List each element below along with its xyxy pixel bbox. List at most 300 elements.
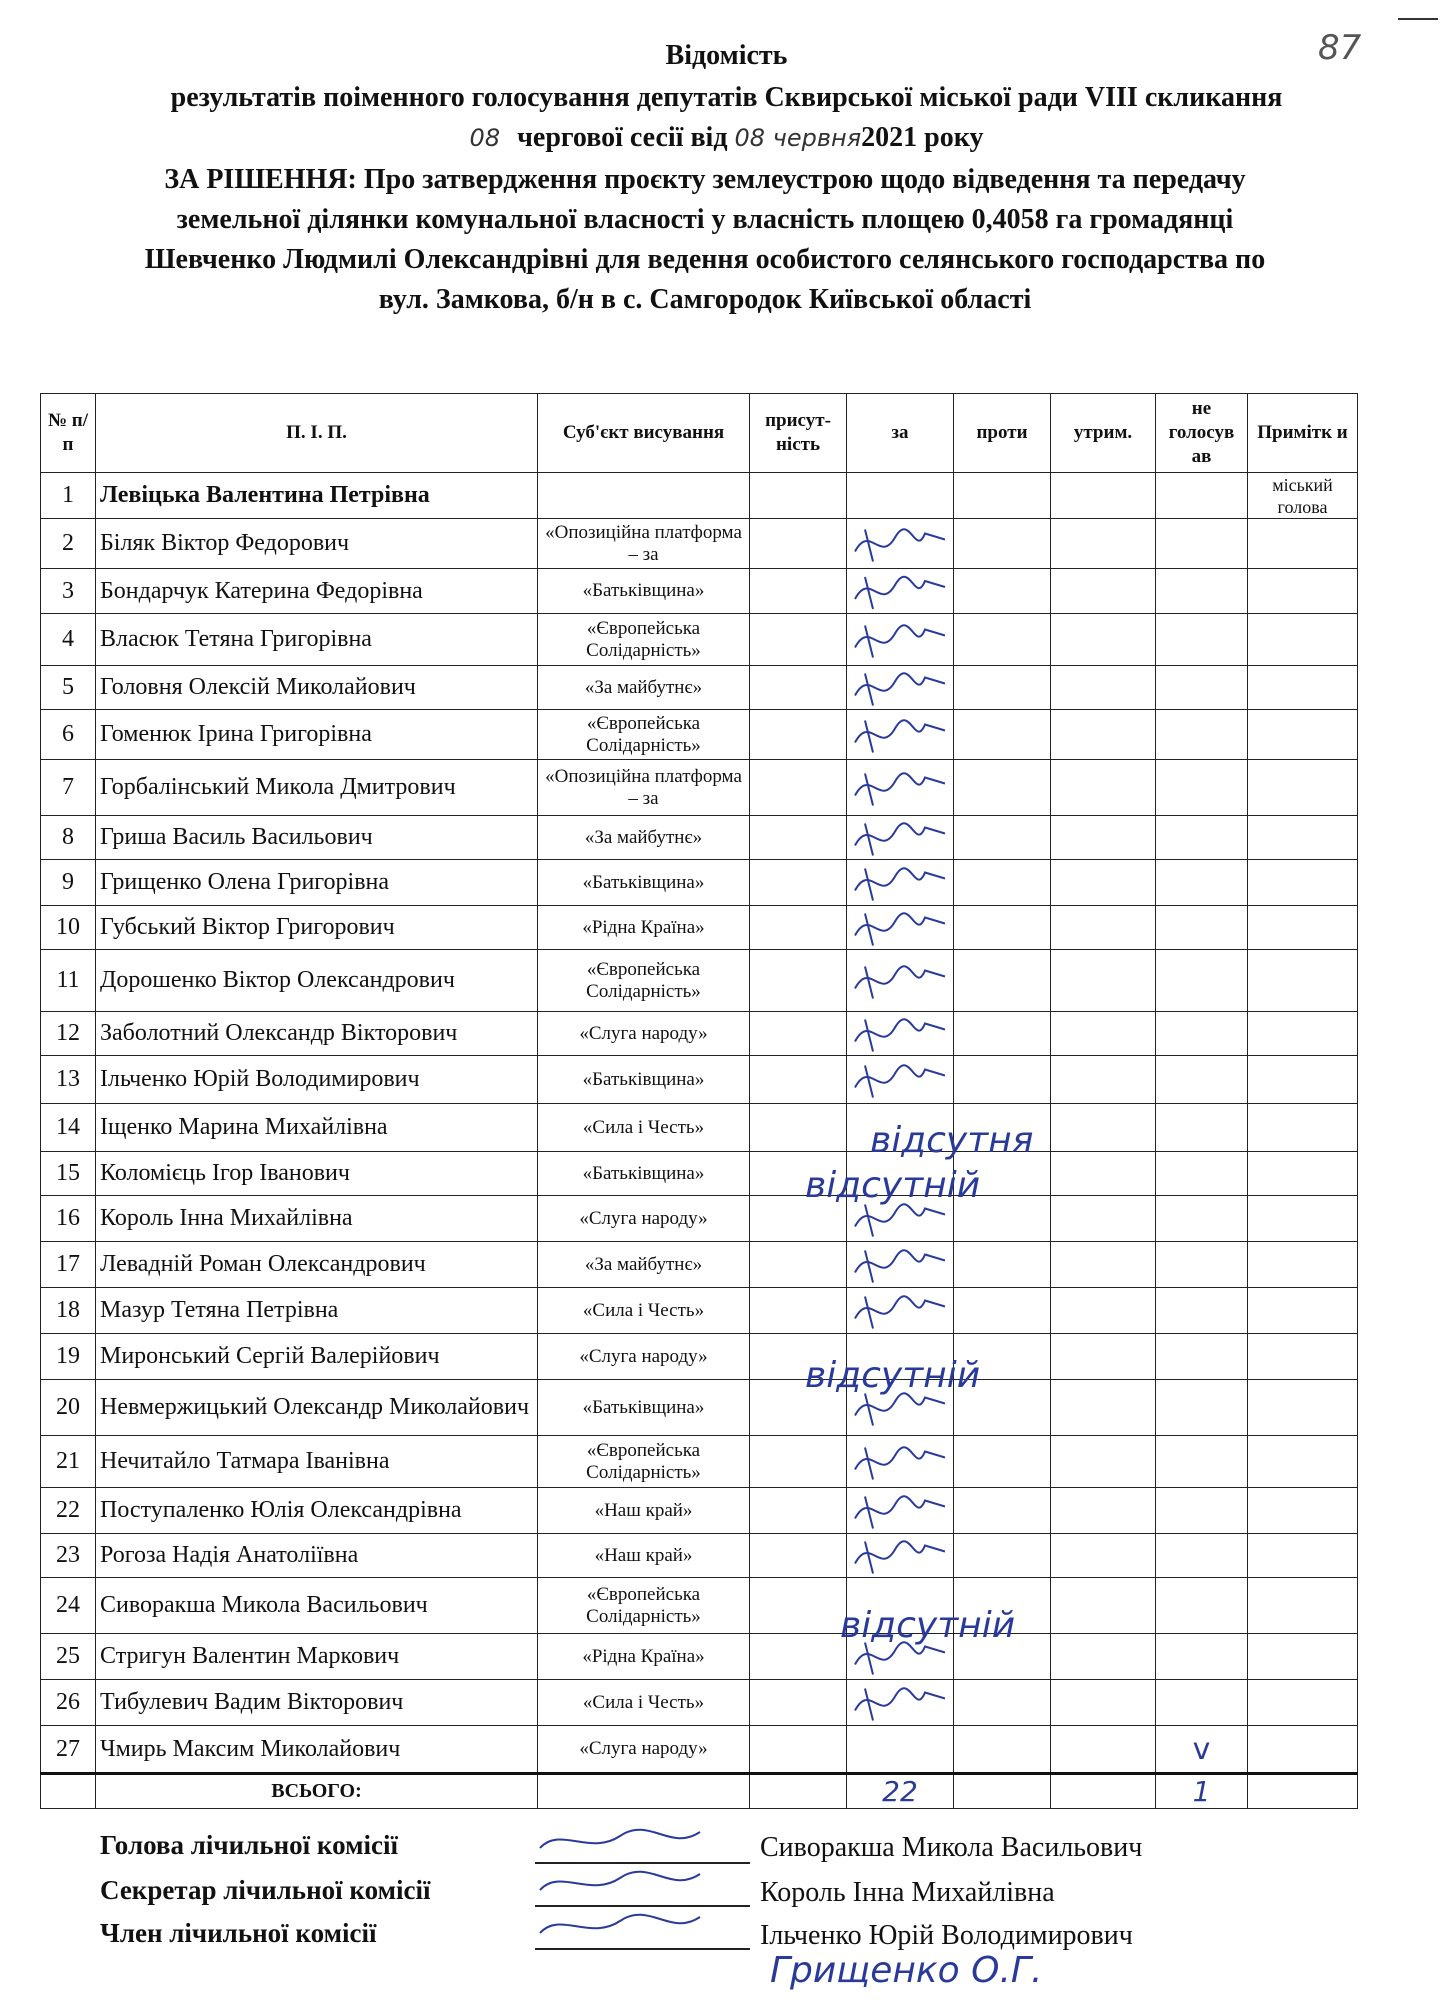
table-row [41,860,1358,906]
against-cell [954,760,1051,816]
table-row [41,710,1358,760]
doc-title: Відомість [665,40,788,71]
abstain-cell [1051,816,1156,860]
commission-secretary-name: Король Інна Михайлівна [760,1877,1055,1908]
note-cell [1248,1578,1358,1634]
table-row [41,760,1358,816]
present-cell [750,860,847,906]
party-name: «За майбутнє» [538,666,750,710]
abstain-cell [1051,1726,1156,1774]
party-name: «За майбутнє» [538,816,750,860]
against-cell [954,1488,1051,1534]
not-voted-cell [1156,760,1248,816]
table-row [41,1104,1358,1152]
for-cell [847,1534,954,1578]
against-cell [954,519,1051,569]
abstain-cell [1051,1488,1156,1534]
deputy-name: Іщенко Марина Михайлівна [96,1104,538,1152]
party-name: «Слуга народу» [538,1726,750,1774]
deputy-name: Гоменюк Ірина Григорівна [96,710,538,760]
present-cell [750,1104,847,1152]
deputy-name: Тибулевич Вадим Вікторович [96,1680,538,1726]
table-row [41,1726,1358,1774]
note-cell [1248,860,1358,906]
deputy-name: Коломієць Ігор Іванович [96,1152,538,1196]
row-number: 19 [41,1334,96,1380]
abstain-cell [1051,1152,1156,1196]
for-cell [847,1288,954,1334]
row-number: 11 [41,950,96,1012]
header-abstain: утрим. [1051,394,1156,473]
for-cell [847,950,954,1012]
party-name: «Сила і Честь» [538,1104,750,1152]
party-name: «Слуга народу» [538,1196,750,1242]
commission-member-label: Член лічильної комісії [100,1918,377,1948]
abstain-cell [1051,1196,1156,1242]
for-cell [847,614,954,666]
header-name: П. І. П. [96,394,538,473]
against-cell [954,860,1051,906]
row-number: 9 [41,860,96,906]
decision-line: вул. Замкова, б/н в с. Самгородок Київської області [378,284,1032,315]
not-voted-mark: v [1156,1726,1248,1774]
against-cell [954,1012,1051,1056]
table-row [41,1288,1358,1334]
note-cell [1248,816,1358,860]
note-cell [1248,614,1358,666]
row-number: 23 [41,1534,96,1578]
for-cell [847,860,954,906]
note-cell [1248,1534,1358,1578]
deputy-name: Ільченко Юрій Володимирович [96,1056,538,1104]
party-name: «Батьківщина» [538,1152,750,1196]
row-number: 4 [41,614,96,666]
abstain-cell [1051,710,1156,760]
deputy-name: Горбалінський Микола Дмитрович [96,760,538,816]
for-cell [847,710,954,760]
note-cell [1248,1196,1358,1242]
against-cell [954,816,1051,860]
note-cell [1248,1380,1358,1436]
table-row [41,569,1358,614]
not-voted-cell [1156,1196,1248,1242]
note-cell [1248,1104,1358,1152]
note-cell [1248,906,1358,950]
row-number: 2 [41,519,96,569]
present-cell [750,950,847,1012]
row-number: 22 [41,1488,96,1534]
not-voted-cell [1156,950,1248,1012]
for-cell [847,1056,954,1104]
abstain-cell [1051,1436,1156,1488]
party-name: «За майбутнє» [538,1242,750,1288]
page-number: 87 [1318,28,1362,68]
not-voted-cell [1156,1288,1248,1334]
total-empty [1051,1774,1156,1809]
corner-mark [1398,18,1438,20]
party-name: «Наш край» [538,1488,750,1534]
for-cell [847,816,954,860]
row-number: 27 [41,1726,96,1774]
table-row [41,1012,1358,1056]
for-cell [847,1726,954,1774]
deputy-name: Поступаленко Юлія Олександрівна [96,1488,538,1534]
table-row [41,1196,1358,1242]
against-cell [954,906,1051,950]
doc-subtitle: результатів поіменного голосування депутатів Сквирської міської ради VIII скликання [170,82,1283,113]
party-name: «Наш край» [538,1534,750,1578]
commission-signature-scribble [540,1830,700,1848]
note-cell [1248,950,1358,1012]
header-not-voted: не голосув ав [1156,394,1248,473]
deputy-name: Рогоза Надія Анатоліївна [96,1534,538,1578]
commission-head-label: Голова лічильної комісії [100,1830,398,1860]
header-party: Суб'єкт висування [538,394,750,473]
present-cell [750,816,847,860]
against-cell [954,710,1051,760]
absent-mark-19: відсутній [805,1355,981,1396]
party-name: «Європейська Солідарність» [538,950,750,1012]
not-voted-cell [1156,519,1248,569]
abstain-cell [1051,519,1156,569]
row-number: 12 [41,1012,96,1056]
not-voted-cell [1156,1634,1248,1680]
deputy-name: Бондарчук Катерина Федорівна [96,569,538,614]
party-name: «Батьківщина» [538,1056,750,1104]
signature-line [535,1862,750,1864]
not-voted-cell [1156,1436,1248,1488]
total-empty [41,1774,96,1809]
deputy-name: Мазур Тетяна Петрівна [96,1288,538,1334]
decision-text [60,160,1350,320]
party-name: «Європейська Солідарність» [538,614,750,666]
present-cell [750,1288,847,1334]
abstain-cell [1051,1288,1156,1334]
total-label: ВСЬОГО: [96,1774,538,1809]
abstain-cell [1051,1104,1156,1152]
row-number: 10 [41,906,96,950]
deputy-name: Гриша Василь Васильович [96,816,538,860]
party-name: «Батьківщина» [538,1380,750,1436]
deputy-name: Заболотний Олександр Вікторович [96,1012,538,1056]
deputy-name: Невмержицький Олександр Миколайович [96,1380,538,1436]
row-number: 24 [41,1578,96,1634]
note-cell [1248,1056,1358,1104]
note-cell [1248,1012,1358,1056]
decision-line: ЗА РІШЕННЯ: Про затвердження проєкту землеустрою щодо відведення та передачу [164,164,1246,195]
present-cell [750,1634,847,1680]
deputy-name: Чмирь Максим Миколайович [96,1726,538,1774]
note-cell [1248,1334,1358,1380]
party-name: «Слуга народу» [538,1012,750,1056]
session-number: 08 [469,124,501,152]
party-name: «Опозиційна платформа – за [538,519,750,569]
not-voted-cell [1156,614,1248,666]
row-number: 1 [41,473,96,519]
header-num: № п/п [41,394,96,473]
deputy-name: Король Інна Михайлівна [96,1196,538,1242]
table-row [41,473,1358,519]
note-cell [1248,1288,1358,1334]
deputy-name: Біляк Віктор Федорович [96,519,538,569]
table-row [41,519,1358,569]
commission-signature-scribble [540,1872,700,1890]
header-note: Примітк и [1248,394,1358,473]
for-cell [847,1012,954,1056]
row-number: 21 [41,1436,96,1488]
not-voted-cell [1156,1334,1248,1380]
session-line [40,122,1413,154]
present-cell [750,614,847,666]
deputy-name: Сиворакша Микола Васильович [96,1578,538,1634]
table-row [41,614,1358,666]
row-number: 16 [41,1196,96,1242]
party-name: «Європейська Солідарність» [538,710,750,760]
present-cell [750,1242,847,1288]
against-cell [954,1436,1051,1488]
absent-mark-14: відсутня [870,1120,1034,1161]
party-name: «Опозиційна платформа – за [538,760,750,816]
against-cell [954,1534,1051,1578]
deputy-name: Миронський Сергій Валерійович [96,1334,538,1380]
table-row [41,1578,1358,1634]
abstain-cell [1051,906,1156,950]
not-voted-cell [1156,1242,1248,1288]
deputy-name: Власюк Тетяна Григорівна [96,614,538,666]
total-empty [538,1774,750,1809]
party-name: «Слуга народу» [538,1334,750,1380]
note-cell [1248,760,1358,816]
note-cell [1248,666,1358,710]
for-cell [847,569,954,614]
header-against: проти [954,394,1051,473]
deputy-name: Головня Олексій Миколайович [96,666,538,710]
table-row [41,1634,1358,1680]
note-cell [1248,710,1358,760]
abstain-cell [1051,950,1156,1012]
abstain-cell [1051,1056,1156,1104]
against-cell [954,950,1051,1012]
not-voted-cell [1156,666,1248,710]
against-cell [954,569,1051,614]
present-cell [750,473,847,519]
not-voted-cell [1156,1680,1248,1726]
signature-line [535,1905,750,1907]
for-cell [847,906,954,950]
abstain-cell [1051,1242,1156,1288]
party-name: «Сила і Честь» [538,1680,750,1726]
party-name: «Європейська Солідарність» [538,1578,750,1634]
decision-line: земельної ділянки комунальної власності у власність площею 0,4058 га громадянці [176,204,1234,235]
not-voted-cell [1156,710,1248,760]
commission-secretary-label: Секретар лічильної комісії [100,1875,431,1905]
present-cell [750,1488,847,1534]
header-present: присут-ність [750,394,847,473]
total-empty [1248,1774,1358,1809]
not-voted-cell [1156,906,1248,950]
total-for: 22 [847,1774,954,1809]
present-cell [750,710,847,760]
table-row [41,1334,1358,1380]
for-cell [847,1488,954,1534]
abstain-cell [1051,1534,1156,1578]
deputy-name: Нечитайло Татмара Іванівна [96,1436,538,1488]
row-number: 8 [41,816,96,860]
abstain-cell [1051,1634,1156,1680]
party-name: «Рідна Країна» [538,1634,750,1680]
table-row [41,1380,1358,1436]
decision-line: Шевченко Людмилі Олександрівні для ведення особистого селянського господарства по [144,244,1266,275]
not-voted-cell [1156,1380,1248,1436]
votes-table [40,393,1358,1809]
against-cell [954,666,1051,710]
table-row [41,816,1358,860]
present-cell [750,906,847,950]
against-cell [954,473,1051,519]
row-number: 5 [41,666,96,710]
not-voted-cell [1156,816,1248,860]
table-row [41,666,1358,710]
absent-mark-24: відсутній [840,1605,1016,1646]
against-cell [954,614,1051,666]
for-cell [847,1436,954,1488]
for-cell [847,760,954,816]
note-cell [1248,1152,1358,1196]
present-cell [750,1012,847,1056]
table-row [41,1680,1358,1726]
abstain-cell [1051,1680,1156,1726]
party-name: «Рідна Країна» [538,906,750,950]
not-voted-cell [1156,1012,1248,1056]
deputy-name: Дорошенко Віктор Олександрович [96,950,538,1012]
present-cell [750,760,847,816]
against-cell [954,1288,1051,1334]
not-voted-cell [1156,569,1248,614]
table-row [41,1534,1358,1578]
note-cell [1248,519,1358,569]
session-date: 08 червня [734,124,862,152]
present-cell [750,1680,847,1726]
for-cell [847,1680,954,1726]
commission-signature-scribble [540,1915,700,1933]
not-voted-cell [1156,1056,1248,1104]
not-voted-cell [1156,1104,1248,1152]
for-cell [847,519,954,569]
against-cell [954,1056,1051,1104]
absent-mark-15: відсутній [805,1165,981,1206]
abstain-cell [1051,473,1156,519]
for-cell [847,473,954,519]
table-row [41,950,1358,1012]
not-voted-cell [1156,1534,1248,1578]
abstain-cell [1051,1578,1156,1634]
against-cell [954,1680,1051,1726]
table-row [41,1436,1358,1488]
deputy-name: Стригун Валентин Маркович [96,1634,538,1680]
row-number: 25 [41,1634,96,1680]
present-cell [750,519,847,569]
not-voted-cell [1156,860,1248,906]
present-cell [750,1436,847,1488]
row-number: 6 [41,710,96,760]
table-row [41,906,1358,950]
note-cell [1248,1634,1358,1680]
present-cell [750,1534,847,1578]
handwritten-signature-name: Грищенко О.Г. [770,1950,1043,1991]
party-name [538,473,750,519]
deputy-name: Левадній Роман Олександрович [96,1242,538,1288]
for-cell [847,666,954,710]
total-row [41,1774,1358,1809]
header-for: за [847,394,954,473]
note-cell [1248,1726,1358,1774]
row-number: 13 [41,1056,96,1104]
row-number: 18 [41,1288,96,1334]
note-cell [1248,1436,1358,1488]
abstain-cell [1051,1334,1156,1380]
present-cell [750,1726,847,1774]
signature-line [535,1948,750,1950]
row-number: 15 [41,1152,96,1196]
row-number: 20 [41,1380,96,1436]
table-body [41,473,1358,1774]
table-row [41,1152,1358,1196]
not-voted-cell [1156,473,1248,519]
session-year: 2021 року [861,122,984,153]
note-cell [1248,1242,1358,1288]
deputy-name: Губський Віктор Григорович [96,906,538,950]
abstain-cell [1051,1380,1156,1436]
row-number: 17 [41,1242,96,1288]
abstain-cell [1051,666,1156,710]
present-cell [750,666,847,710]
note-cell [1248,1680,1358,1726]
total-empty [954,1774,1051,1809]
table-row [41,1242,1358,1288]
note-cell [1248,1488,1358,1534]
total-empty [750,1774,847,1809]
party-name: «Європейська Солідарність» [538,1436,750,1488]
deputy-name: Грищенко Олена Григорівна [96,860,538,906]
abstain-cell [1051,760,1156,816]
abstain-cell [1051,860,1156,906]
abstain-cell [1051,569,1156,614]
against-cell [954,1242,1051,1288]
row-number: 26 [41,1680,96,1726]
abstain-cell [1051,1012,1156,1056]
row-number: 7 [41,760,96,816]
not-voted-cell [1156,1152,1248,1196]
session-mid: чергової сесії від [517,122,728,153]
commission-member-name: Ільченко Юрій Володимирович [760,1920,1133,1951]
note-cell [1248,569,1358,614]
row-number: 14 [41,1104,96,1152]
abstain-cell [1051,614,1156,666]
party-name: «Батьківщина» [538,860,750,906]
present-cell [750,1578,847,1634]
table-row [41,1488,1358,1534]
party-name: «Батьківщина» [538,569,750,614]
not-voted-cell [1156,1578,1248,1634]
deputy-name: Левіцька Валентина Петрівна [96,473,538,519]
table-row [41,1056,1358,1104]
against-cell [954,1726,1051,1774]
party-name: «Сила і Честь» [538,1288,750,1334]
present-cell [750,1056,847,1104]
total-not-voted: 1 [1156,1774,1248,1809]
commission-head-name: Сиворакша Микола Васильович [760,1832,1143,1863]
not-voted-cell [1156,1488,1248,1534]
